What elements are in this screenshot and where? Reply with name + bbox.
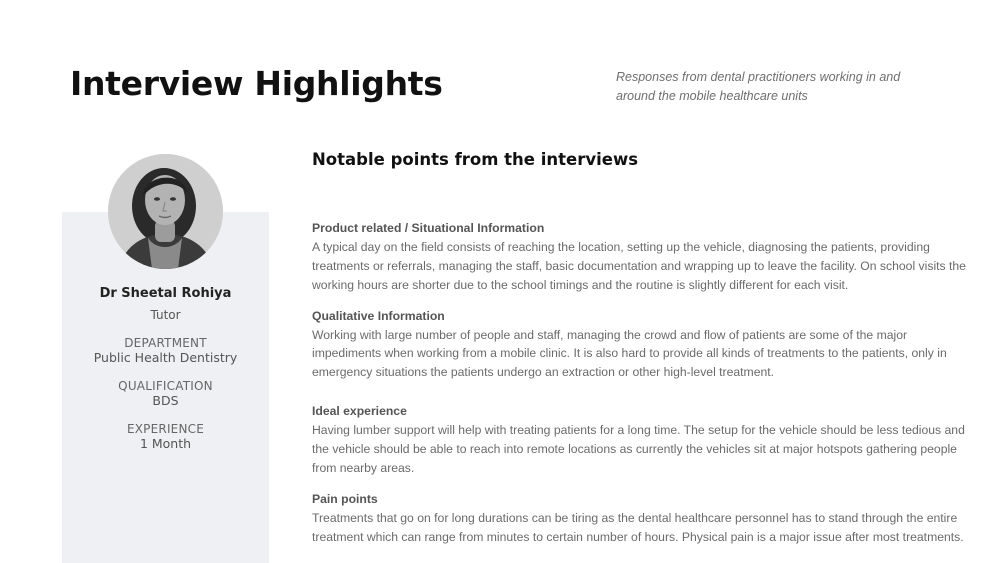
profile-photo [108, 154, 223, 269]
qualification-label: QUALIFICATION [118, 379, 213, 393]
qualification-value: BDS [152, 393, 179, 408]
note-body: A typical day on the field consists of reaching the location, setting up the vehicle, diagnosing the patients, providing treatments or referrals, managing the staff, basic documentation and wrapping up to leave the facility. On school visits the working hours are shorter due to the school timings and the routine is slightly different for each visit. [312, 239, 966, 292]
note-body: Having lumber support will help with treating patients for a long time. The setup for the vehicle should be less tedious and the vehicle should be able to reach into remote locations as currently the vehicles sit at major hotspots gathering people from nearby areas. [312, 423, 965, 475]
department-value: Public Health Dentistry [93, 350, 238, 365]
page-title: Interview Highlights [70, 64, 443, 103]
note-qualitative [312, 307, 972, 383]
experience-value: 1 Month [139, 436, 192, 451]
note-situational [312, 219, 972, 295]
page-subtitle: Responses from dental practitioners working in and around the mobile healthcare units [616, 70, 901, 103]
profile-details [62, 284, 269, 451]
profile-name: Dr Sheetal Rohiya [99, 286, 232, 301]
experience-label: EXPERIENCE [126, 422, 205, 436]
note-heading: Product related / Situational Information [312, 221, 545, 235]
note-heading: Ideal experience [312, 404, 407, 419]
note-heading: Qualitative Information [312, 308, 445, 323]
department-label: DEPARTMENT [124, 336, 207, 350]
notes-heading: Notable points from the interviews [312, 150, 639, 169]
profile-role: Tutor [150, 308, 181, 322]
note-pain-points [312, 490, 972, 547]
note-heading: Pain points [312, 491, 378, 506]
person-portrait-icon [108, 154, 223, 269]
note-ideal-experience [312, 402, 972, 478]
note-body: Treatments that go on for long durations can be tiring as the dental healthcare personnel has to stand through the entire treatment which can range from minutes to certain number of hours. Physical pain is a major issue after most treatments. [312, 510, 964, 544]
notes-list [312, 219, 972, 559]
note-body: Working with large number of people and staff, managing the crowd and flow of patients are some of the major impediments when working from a mobile clinic. It is also hard to provide all kinds of treatments to the patients, only in emergency situations the patients undergo an extraction or other high-level treatment. [312, 327, 947, 380]
